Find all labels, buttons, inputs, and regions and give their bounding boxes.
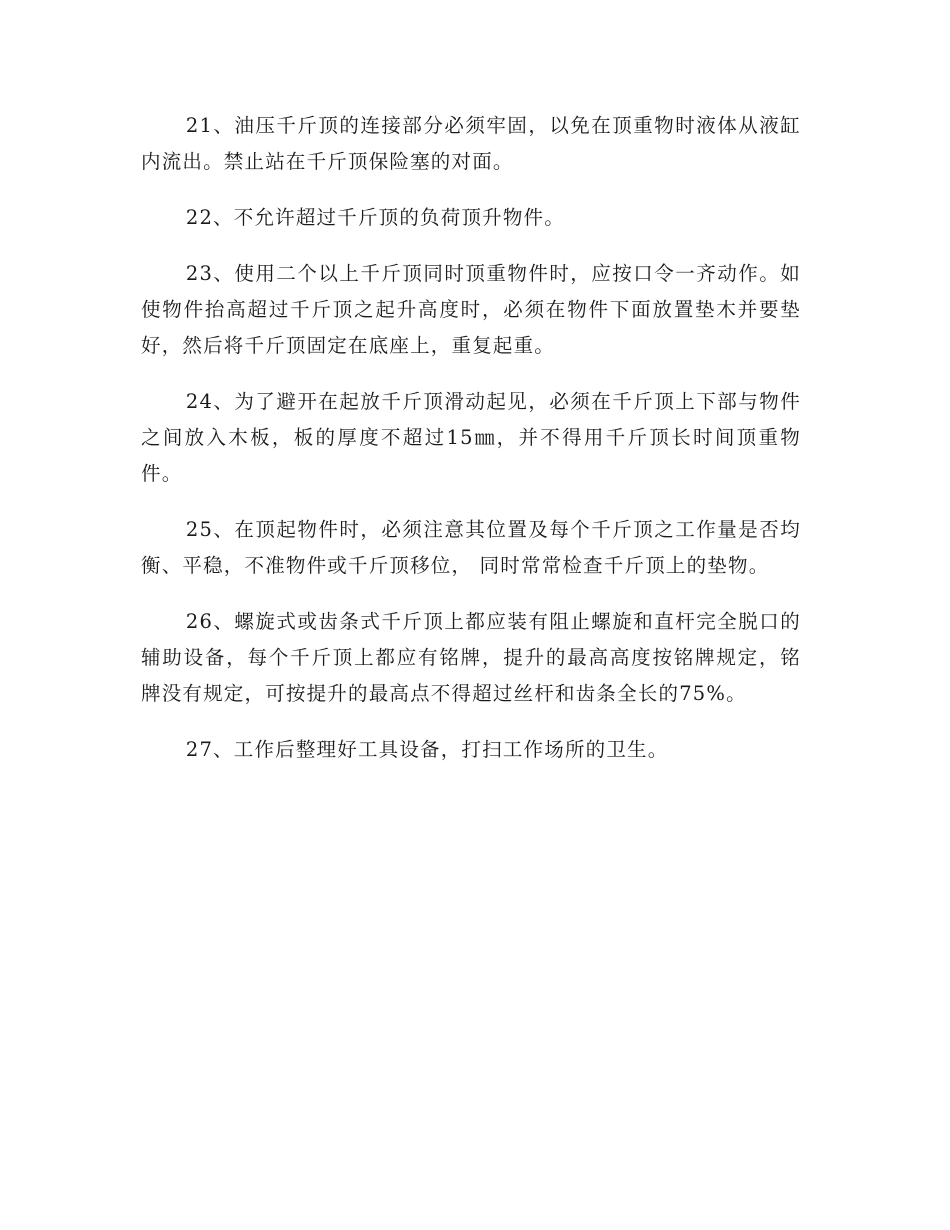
paragraph-27: 27、工作后整理好工具设备，打扫工作场所的卫生。 [185,738,669,761]
paragraph-21: 21、油压千斤顶的连接部分必须牢固，以免在顶重物时液体从液缸内流出。禁止站在千斤顶保险塞的对面。 [141,114,801,173]
paragraph-23: 23、使用二个以上千斤顶同时顶重物件时，应按口令一齐动作。如使物件抬高超过千斤顶之起升高度时，必须在物件下面放置垫木并要垫好，然后将千斤顶固定在底座上，重复起重。 [141,262,801,357]
document-body [141,108,801,788]
paragraph-24: 24、为了避开在起放千斤顶滑动起见，必须在千斤顶上下部与物件之间放入木板，板的厚度不超过15㎜，并不得用千斤顶长时间顶重物件。 [141,390,801,485]
paragraph-22: 22、不允许超过千斤顶的负荷顶升物件。 [185,206,565,229]
paragraph-26: 26、螺旋式或齿条式千斤顶上都应装有阻止螺旋和直杆完全脱口的辅助设备，每个千斤顶上都应有铭牌，提升的最高高度按铭牌规定，铭牌没有规定，可按提升的最高点不得超过丝杆和齿条全长的75%。 [141,610,801,705]
paragraph-25: 25、在顶起物件时，必须注意其位置及每个千斤顶之工作量是否均衡、平稳，不准物件或千斤顶移位， 同时常常检查千斤顶上的垫物。 [141,518,801,577]
